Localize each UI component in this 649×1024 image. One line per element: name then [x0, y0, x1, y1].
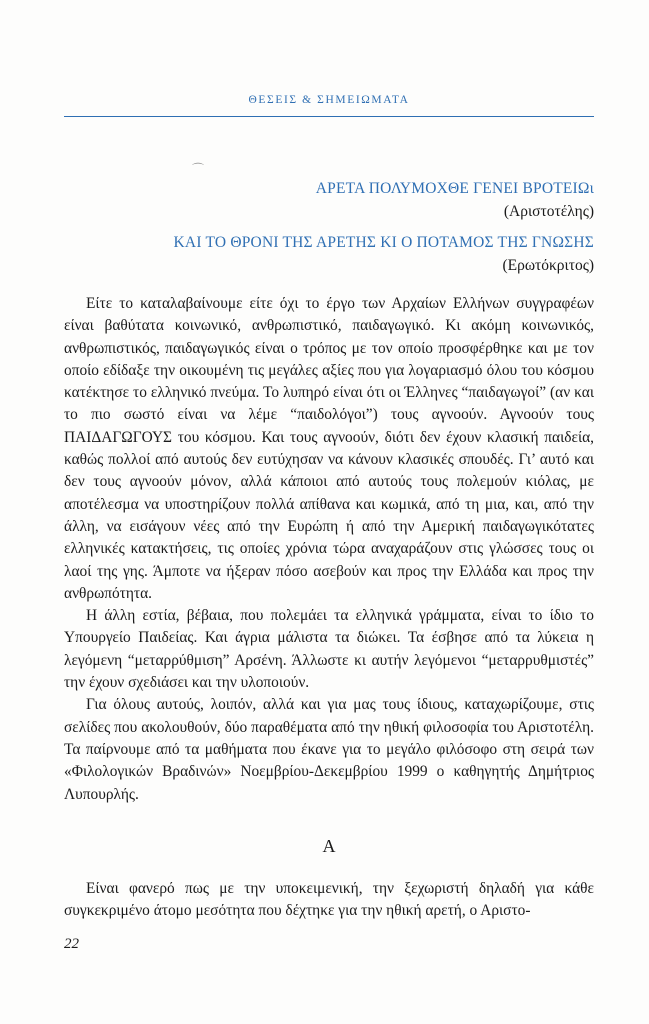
paragraph-1: Είτε το καταλαβαίνουμε είτε όχι το έργο των Αρχαίων Ελλήνων συγγραφέων είναι βαθύτατα κοινωνικό, ανθρωπιστικό, παιδαγωγικό. Κι ακόμη κοινωνικός, ανθρωπιστικός, παιδαγωγικός είναι ο τρόπος με τον οποίο προσφέρθηκε και με τον οποίο εδίδαξε την οικουμένη τις μεγάλες αξίες που για λογαριασμό όλου του κόσμου κατέκτησε το ελληνικό πνεύμα. Το λυπηρό είναι ότι οι Έλληνες “παιδαγωγοί” (αν και το πιο σωστό είναι να λέμε “παιδολόγοι”) τους αγνοούν. Αγνοούν τους ΠΑΙΔΑΓΩΓΟΥΣ του κόσμου. Και τους αγνοούν, διότι δεν έχουν κλασική παιδεία, καθώς πολλοί από αυτούς δεν ευτύχησαν να κάνουν κλασικές σπουδές. Γι’ αυτό και δεν τους αγνοούν μόνον, αλλά κάποιοι από αυτούς τους πολεμούν κιόλας, με αποτέλεσμα να υποστηρίζουν πολλά απίθανα και κωμικά, από τη μια, και, από την άλλη, να εισάγουν νέες από την Ευρώπη ή από την Αμερική παιδαγωγικότατες ελληνικές κατακτήσεις, τις οποίες χρόνια τώρα αναχαράζουν στις γλώσσες τους οι λαοί της γης. Άμποτε να ήξεραν πόσο ασεβούν και προς την Ελλάδα και προς την ανθρωπότητα. — [64, 295, 594, 602]
body-text — [64, 293, 594, 806]
epigraph-2-text: ΚΑΙ ΤΟ ΘΡΟΝΙ ΤΗΣ ΑΡΕΤΗΣ ΚΙ Ο ΠΟΤΑΜΟΣ ΤΗΣ ΓΝΩΣΗΣ — [173, 234, 594, 251]
epigraph-1-author: (Αριστοτέλης) — [503, 203, 594, 220]
epigraph-1-text: ΑΡΕΤΑ ΠΟΛΥΜΟΧΘΕ ΓΕΝΕΙ ΒΡΟΤΕΙΩι — [315, 180, 594, 197]
section-heading: Α — [322, 836, 336, 856]
paragraph-3: Για όλους αυτούς, λοιπόν, αλλά και για μας τους ίδιους, καταχωρίζουμε, στις σελίδες που ακολουθούν, δύο παραθέματα από την ηθική φιλοσοφία του Αριστοτέλη. Τα παίρνουμε από τα μαθήματα που έκανε για το μεγάλο φιλόσοφο στη σειρά των «Φιλολογικών Βραδινών» Νοεμβρίου-Δεκεμβρίου 1999 ο καθηγητής Δημήτριος Λυπουρλής. — [64, 696, 594, 803]
paragraph-4: Είναι φανερό πως με την υποκειμενική, την ξεχωριστή δηλαδή για κάθε συγκεκριμένο άτομο μεσότητα που δέχτηκε για την ηθική αρετή, ο Αριστο- — [64, 880, 594, 920]
page-number: 22 — [64, 936, 79, 952]
ink-mark: ⌒ — [192, 162, 205, 176]
header-rule — [64, 116, 594, 117]
paragraph-2: Η άλλη εστία, βέβαια, που πολεμάει τα ελληνικά γράμματα, είναι το ίδιο το Υπουργείο Παιδείας. Και άγρια μάλιστα τα διώκει. Τα έσβησε από τα λύκεια η λεγόμενη “μεταρρύθμιση” Αρσένη. Άλλωστε κι αυτήν λεγόμενοι “μεταρρυθμιστές” την έχουν σχεδιάσει και την υλοποιούν. — [64, 607, 594, 692]
running-head: ΘΕΣΕΙΣ & ΣΗΜΕΙΩΜΑΤΑ — [248, 94, 410, 106]
section-body-text — [64, 878, 594, 923]
epigraph-2-author: (Ερωτόκριτος) — [502, 257, 594, 274]
